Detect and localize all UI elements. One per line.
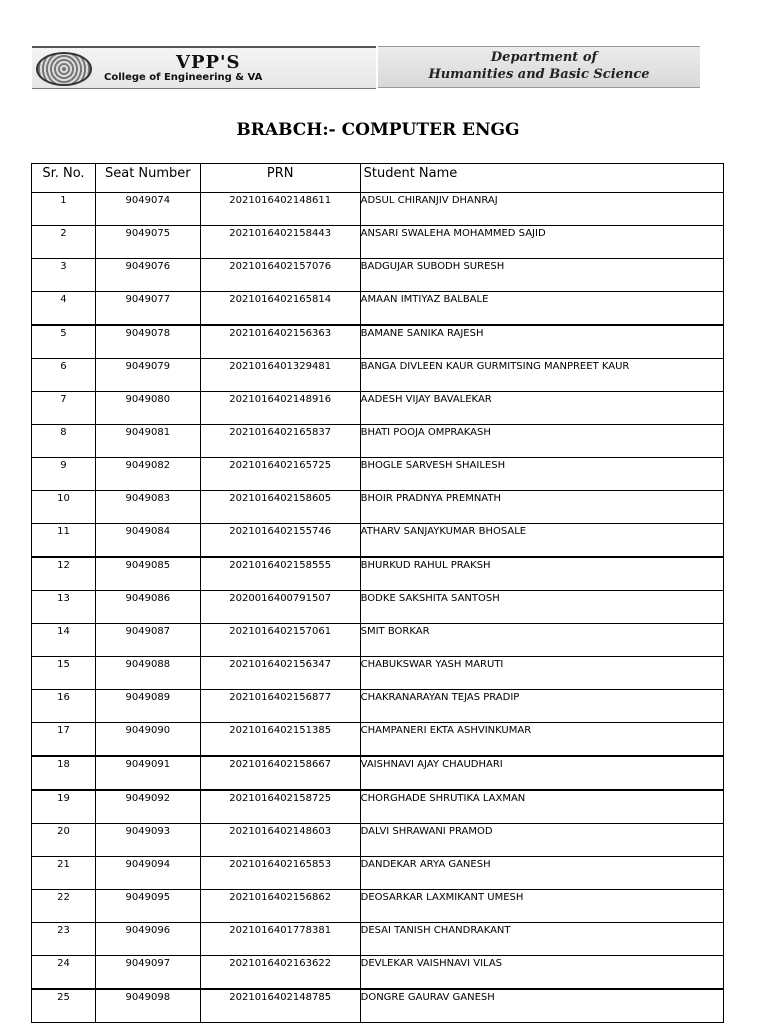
- cell-sr-no: 23: [32, 923, 96, 956]
- cell-seat-number: 9049088: [95, 657, 200, 690]
- cell-prn: 2021016402163622: [200, 956, 360, 990]
- cell-sr-no: 4: [32, 292, 96, 326]
- cell-seat-number: 9049092: [95, 790, 200, 824]
- college-name: College of Engineering & VA: [104, 72, 263, 83]
- cell-prn: 2021016402155746: [200, 524, 360, 558]
- cell-prn: 2021016402158443: [200, 226, 360, 259]
- cell-seat-number: 9049080: [95, 392, 200, 425]
- cell-seat-number: 9049095: [95, 890, 200, 923]
- cell-sr-no: 15: [32, 657, 96, 690]
- table-row: [32, 524, 724, 558]
- table-row: [32, 491, 724, 524]
- cell-prn: 2021016402148611: [200, 193, 360, 226]
- table-row: [32, 690, 724, 723]
- cell-sr-no: 10: [32, 491, 96, 524]
- cell-prn: 2021016401778381: [200, 923, 360, 956]
- cell-prn: 2021016402151385: [200, 723, 360, 757]
- header-sr-no: Sr. No.: [32, 164, 96, 193]
- cell-student-name: DALVI SHRAWANI PRAMOD: [360, 824, 723, 857]
- cell-student-name: BADGUJAR SUBODH SURESH: [360, 259, 723, 292]
- cell-seat-number: 9049077: [95, 292, 200, 326]
- cell-prn: 2021016402148785: [200, 989, 360, 1023]
- cell-sr-no: 22: [32, 890, 96, 923]
- cell-sr-no: 16: [32, 690, 96, 723]
- student-roster-table: [31, 163, 724, 1023]
- cell-sr-no: 25: [32, 989, 96, 1023]
- cell-seat-number: 9049081: [95, 425, 200, 458]
- cell-seat-number: 9049082: [95, 458, 200, 491]
- college-banner: [32, 46, 376, 89]
- header-seat-number: Seat Number: [95, 164, 200, 193]
- cell-student-name: AADESH VIJAY BAVALEKAR: [360, 392, 723, 425]
- table-row: [32, 458, 724, 491]
- cell-prn: 2021016402148603: [200, 824, 360, 857]
- cell-seat-number: 9049085: [95, 557, 200, 591]
- table-row: [32, 591, 724, 624]
- table-row: [32, 325, 724, 359]
- cell-seat-number: 9049083: [95, 491, 200, 524]
- table-body: [32, 193, 724, 1023]
- cell-student-name: DESAI TANISH CHANDRAKANT: [360, 923, 723, 956]
- cell-prn: 2021016402165837: [200, 425, 360, 458]
- table-row: [32, 392, 724, 425]
- cell-student-name: BHOIR PRADNYA PREMNATH: [360, 491, 723, 524]
- cell-sr-no: 14: [32, 624, 96, 657]
- cell-seat-number: 9049096: [95, 923, 200, 956]
- cell-sr-no: 13: [32, 591, 96, 624]
- cell-prn: 2021016402158725: [200, 790, 360, 824]
- cell-prn: 2021016402158667: [200, 756, 360, 790]
- table-row: [32, 226, 724, 259]
- cell-prn: 2021016401329481: [200, 359, 360, 392]
- cell-student-name: BAMANE SANIKA RAJESH: [360, 325, 723, 359]
- cell-prn: 2021016402156347: [200, 657, 360, 690]
- cell-student-name: ANSARI SWALEHA MOHAMMED SAJID: [360, 226, 723, 259]
- cell-sr-no: 18: [32, 756, 96, 790]
- cell-seat-number: 9049091: [95, 756, 200, 790]
- cell-prn: 2021016402165814: [200, 292, 360, 326]
- table-header-row: [32, 164, 724, 193]
- cell-prn: 2021016402148916: [200, 392, 360, 425]
- cell-seat-number: 9049086: [95, 591, 200, 624]
- table-row: [32, 624, 724, 657]
- department-line-2: Humanities and Basic Science: [428, 67, 650, 82]
- table-row: [32, 292, 724, 326]
- cell-sr-no: 1: [32, 193, 96, 226]
- cell-student-name: ADSUL CHIRANJIV DHANRAJ: [360, 193, 723, 226]
- table-row: [32, 657, 724, 690]
- cell-prn: 2021016402165725: [200, 458, 360, 491]
- table-row: [32, 259, 724, 292]
- cell-sr-no: 9: [32, 458, 96, 491]
- table-row: [32, 857, 724, 890]
- table-row: [32, 790, 724, 824]
- cell-seat-number: 9049089: [95, 690, 200, 723]
- cell-sr-no: 20: [32, 824, 96, 857]
- cell-student-name: CHABUKSWAR YASH MARUTI: [360, 657, 723, 690]
- table-row: [32, 956, 724, 990]
- cell-sr-no: 24: [32, 956, 96, 990]
- cell-sr-no: 8: [32, 425, 96, 458]
- cell-sr-no: 3: [32, 259, 96, 292]
- cell-student-name: BODKE SAKSHITA SANTOSH: [360, 591, 723, 624]
- cell-student-name: DEOSARKAR LAXMIKANT UMESH: [360, 890, 723, 923]
- cell-student-name: DANDEKAR ARYA GANESH: [360, 857, 723, 890]
- cell-student-name: CHORGHADE SHRUTIKA LAXMAN: [360, 790, 723, 824]
- cell-prn: 2021016402158605: [200, 491, 360, 524]
- cell-seat-number: 9049093: [95, 824, 200, 857]
- cell-seat-number: 9049090: [95, 723, 200, 757]
- table-row: [32, 824, 724, 857]
- cell-student-name: BHATI POOJA OMPRAKASH: [360, 425, 723, 458]
- table-row: [32, 989, 724, 1023]
- header-prn: PRN: [200, 164, 360, 193]
- cell-prn: 2021016402157061: [200, 624, 360, 657]
- cell-student-name: CHAKRANARAYAN TEJAS PRADIP: [360, 690, 723, 723]
- cell-student-name: DEVLEKAR VAISHNAVI VILAS: [360, 956, 723, 990]
- department-line-1: Department of: [490, 50, 598, 65]
- cell-student-name: SMIT BORKAR: [360, 624, 723, 657]
- cell-student-name: DONGRE GAURAV GANESH: [360, 989, 723, 1023]
- cell-prn: 2020016400791507: [200, 591, 360, 624]
- cell-seat-number: 9049076: [95, 259, 200, 292]
- college-abbreviation: VPP'S: [176, 52, 241, 73]
- college-seal-icon: [36, 52, 92, 86]
- cell-student-name: BHURKUD RAHUL PRAKSH: [360, 557, 723, 591]
- cell-seat-number: 9049075: [95, 226, 200, 259]
- cell-sr-no: 7: [32, 392, 96, 425]
- cell-sr-no: 5: [32, 325, 96, 359]
- table-row: [32, 756, 724, 790]
- table-row: [32, 723, 724, 757]
- cell-seat-number: 9049079: [95, 359, 200, 392]
- letterhead: [32, 46, 700, 86]
- cell-seat-number: 9049087: [95, 624, 200, 657]
- cell-seat-number: 9049084: [95, 524, 200, 558]
- cell-sr-no: 19: [32, 790, 96, 824]
- branch-title: BRABCH:- COMPUTER ENGG: [236, 120, 520, 140]
- cell-sr-no: 6: [32, 359, 96, 392]
- cell-prn: 2021016402165853: [200, 857, 360, 890]
- table-row: [32, 557, 724, 591]
- cell-prn: 2021016402157076: [200, 259, 360, 292]
- cell-student-name: ATHARV SANJAYKUMAR BHOSALE: [360, 524, 723, 558]
- table-row: [32, 193, 724, 226]
- cell-seat-number: 9049074: [95, 193, 200, 226]
- table-row: [32, 923, 724, 956]
- cell-sr-no: 17: [32, 723, 96, 757]
- cell-student-name: AMAAN IMTIYAZ BALBALE: [360, 292, 723, 326]
- cell-sr-no: 11: [32, 524, 96, 558]
- cell-seat-number: 9049094: [95, 857, 200, 890]
- cell-seat-number: 9049098: [95, 989, 200, 1023]
- cell-sr-no: 12: [32, 557, 96, 591]
- header-student-name: Student Name: [360, 164, 723, 193]
- cell-prn: 2021016402156363: [200, 325, 360, 359]
- cell-prn: 2021016402158555: [200, 557, 360, 591]
- cell-seat-number: 9049078: [95, 325, 200, 359]
- cell-prn: 2021016402156862: [200, 890, 360, 923]
- cell-student-name: CHAMPANERI EKTA ASHVINKUMAR: [360, 723, 723, 757]
- department-banner: [378, 46, 700, 88]
- cell-seat-number: 9049097: [95, 956, 200, 990]
- cell-student-name: VAISHNAVI AJAY CHAUDHARI: [360, 756, 723, 790]
- cell-sr-no: 21: [32, 857, 96, 890]
- cell-prn: 2021016402156877: [200, 690, 360, 723]
- table-row: [32, 359, 724, 392]
- table-row: [32, 890, 724, 923]
- cell-sr-no: 2: [32, 226, 96, 259]
- table-row: [32, 425, 724, 458]
- cell-student-name: BHOGLE SARVESH SHAILESH: [360, 458, 723, 491]
- cell-student-name: BANGA DIVLEEN KAUR GURMITSING MANPREET KAUR: [360, 359, 723, 392]
